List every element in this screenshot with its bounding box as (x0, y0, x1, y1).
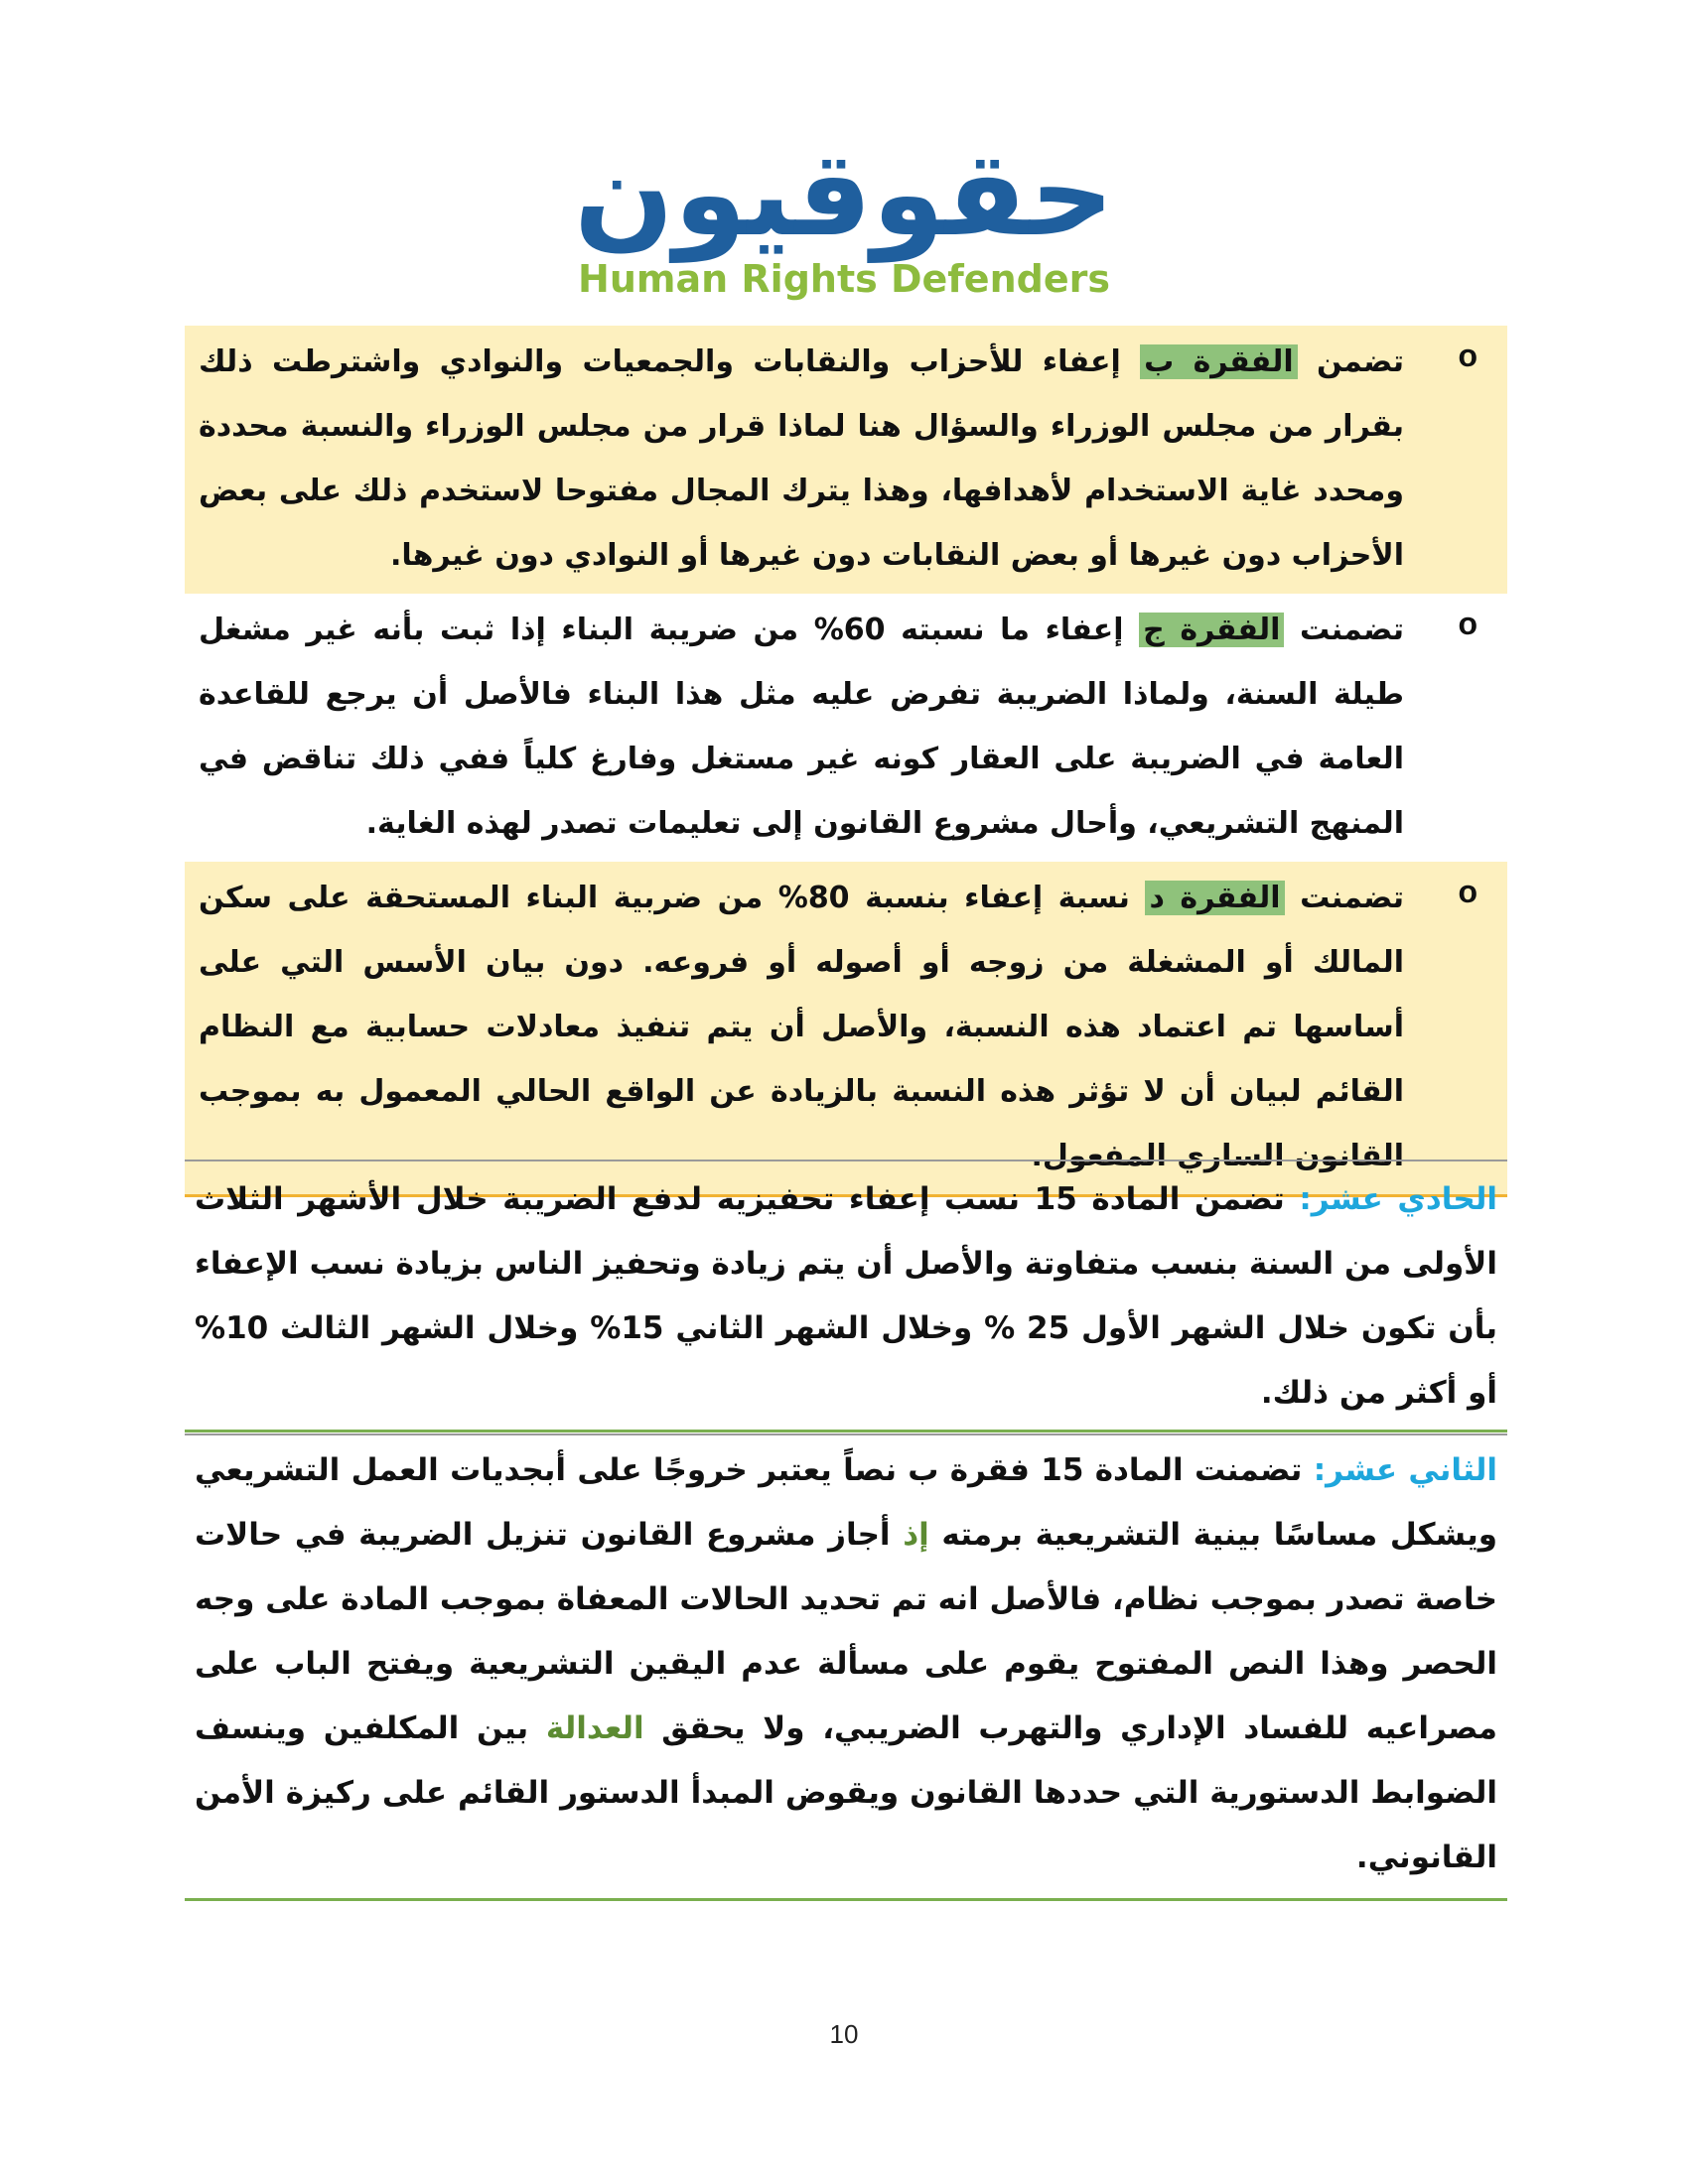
section-twelve (185, 1430, 1507, 1901)
section-eleven (185, 1160, 1507, 1435)
bullet-text (199, 594, 1404, 862)
bullet-text-rest: إعفاء ما نسبته 60% من ضريبة البناء إذا ثبت بأنه غير مشغل طيلة السنة، ولماذا الضريبة تفرض عليه مثل هذا البناء فالأصل أن يرجع للقاعدة العامة في الضريبة على العقار كونه غير مستغل وفارغ كلياً ففي ذلك تناقض في المنهج التشريعي، وأحال مشروع القانون إلى تعليمات تصدر لهذه الغاية. (199, 613, 1404, 841)
logo-arabic-text: حقوقيون (573, 125, 1115, 262)
bullet-list (185, 326, 1507, 1197)
section-eleven-body: تضمن المادة 15 نسب إعفاء تحفيزيه لدفع الضريبة خلال الأشهر الثلاث الأولى من السنة بنسب متفاوتة والأصل أن يتم زيادة وتحفيز الناس بزيادة نسب الإعفاء بأن تكون خلال الشهر الأول 25 % وخلال الشهر الثاني 15% وخلال الشهر الثالث 10% أو أكثر من ذلك. (195, 1181, 1497, 1411)
section-eleven-text (185, 1161, 1507, 1433)
green-word-idh: إذ (903, 1517, 929, 1553)
section-twelve-label: الثاني عشر: (1313, 1452, 1497, 1488)
bullet-paragraph-c (185, 594, 1507, 862)
bullet-text-start: تضمنت (1284, 613, 1404, 647)
bullet-text-start: تضمن (1297, 344, 1404, 379)
section-twelve-body-a: تضمنت المادة 15 فقرة ب نصاً يعتبر خروجًا على أبجديات العمل التشريعي ويشكل مساسًا بينية التشريعية برمته (195, 1452, 1498, 1553)
bullet-text (199, 326, 1404, 594)
bullet-text-rest: نسبة إعفاء بنسبة 80% من ضربية البناء المستحقة على سكن المالك أو المشغلة من زوجه أو أصوله أو فروعه. دون بيان الأسس التي على أساسها تم اعتماد هذه النسبة، والأصل أن يتم تنفيذ معادلات حسابية مع النظام القائم لبيان أن لا تؤثر هذه النسبة بالزيادة عن الواقع الحالي المعمول به بموجب القانون الساري المفعول. (199, 881, 1404, 1173)
bullet-marker: o (1458, 338, 1477, 373)
section-twelve-body-b: أجاز مشروع القانون تنزيل الضريبة في حالات خاصة تصدر بموجب نظام، فالأصل انه تم تحديد الحالات المعفاة بموجب المادة على وجه الحصر وهذا النص المفتوح يقوم على مسألة عدم اليقين التشريعية ويفتح الباب على مصراعيه للفساد الإداري والتهرب الضريبي، ولا يحقق (195, 1517, 1497, 1746)
logo-english-text: Human Rights Defenders (578, 257, 1110, 301)
highlighted-term: الفقرة د (1145, 881, 1284, 915)
section-eleven-label: الحادي عشر: (1299, 1181, 1497, 1217)
page-number: 10 (829, 2019, 859, 2049)
bullet-marker: o (1458, 874, 1477, 909)
bullet-text-start: تضمنت (1284, 881, 1405, 915)
bullet-text (199, 862, 1404, 1194)
bullet-paragraph-d (185, 862, 1507, 1194)
green-word-justice: العدالة (545, 1710, 644, 1746)
highlighted-term: الفقرة ج (1139, 613, 1284, 647)
bullet-paragraph-b (185, 326, 1507, 594)
bullet-marker: o (1458, 606, 1477, 641)
bullet-text-rest: إعفاء للأحزاب والنقابات والجمعيات والنوادي واشترطت ذلك بقرار من مجلس الوزراء والسؤال هنا لماذا قرار من مجلس الوزراء والنسبة محددة ومحدد غاية الاستخدام لأهدافها، وهذا يترك المجال مفتوحا لاستخدم ذلك على بعض الأحزاب دون غيرها أو بعض النقابات دون غيرها أو النوادي دون غيرها. (199, 344, 1404, 573)
section-twelve-body-c: بين المكلفين وينسف الضوابط الدستورية التي حددها القانون ويقوض المبدأ الدستور القائم على ركيزة الأمن القانوني. (195, 1710, 1497, 1875)
logo (0, 125, 1688, 302)
highlighted-term: الفقرة ب (1140, 344, 1298, 379)
section-twelve-text (185, 1433, 1507, 1898)
